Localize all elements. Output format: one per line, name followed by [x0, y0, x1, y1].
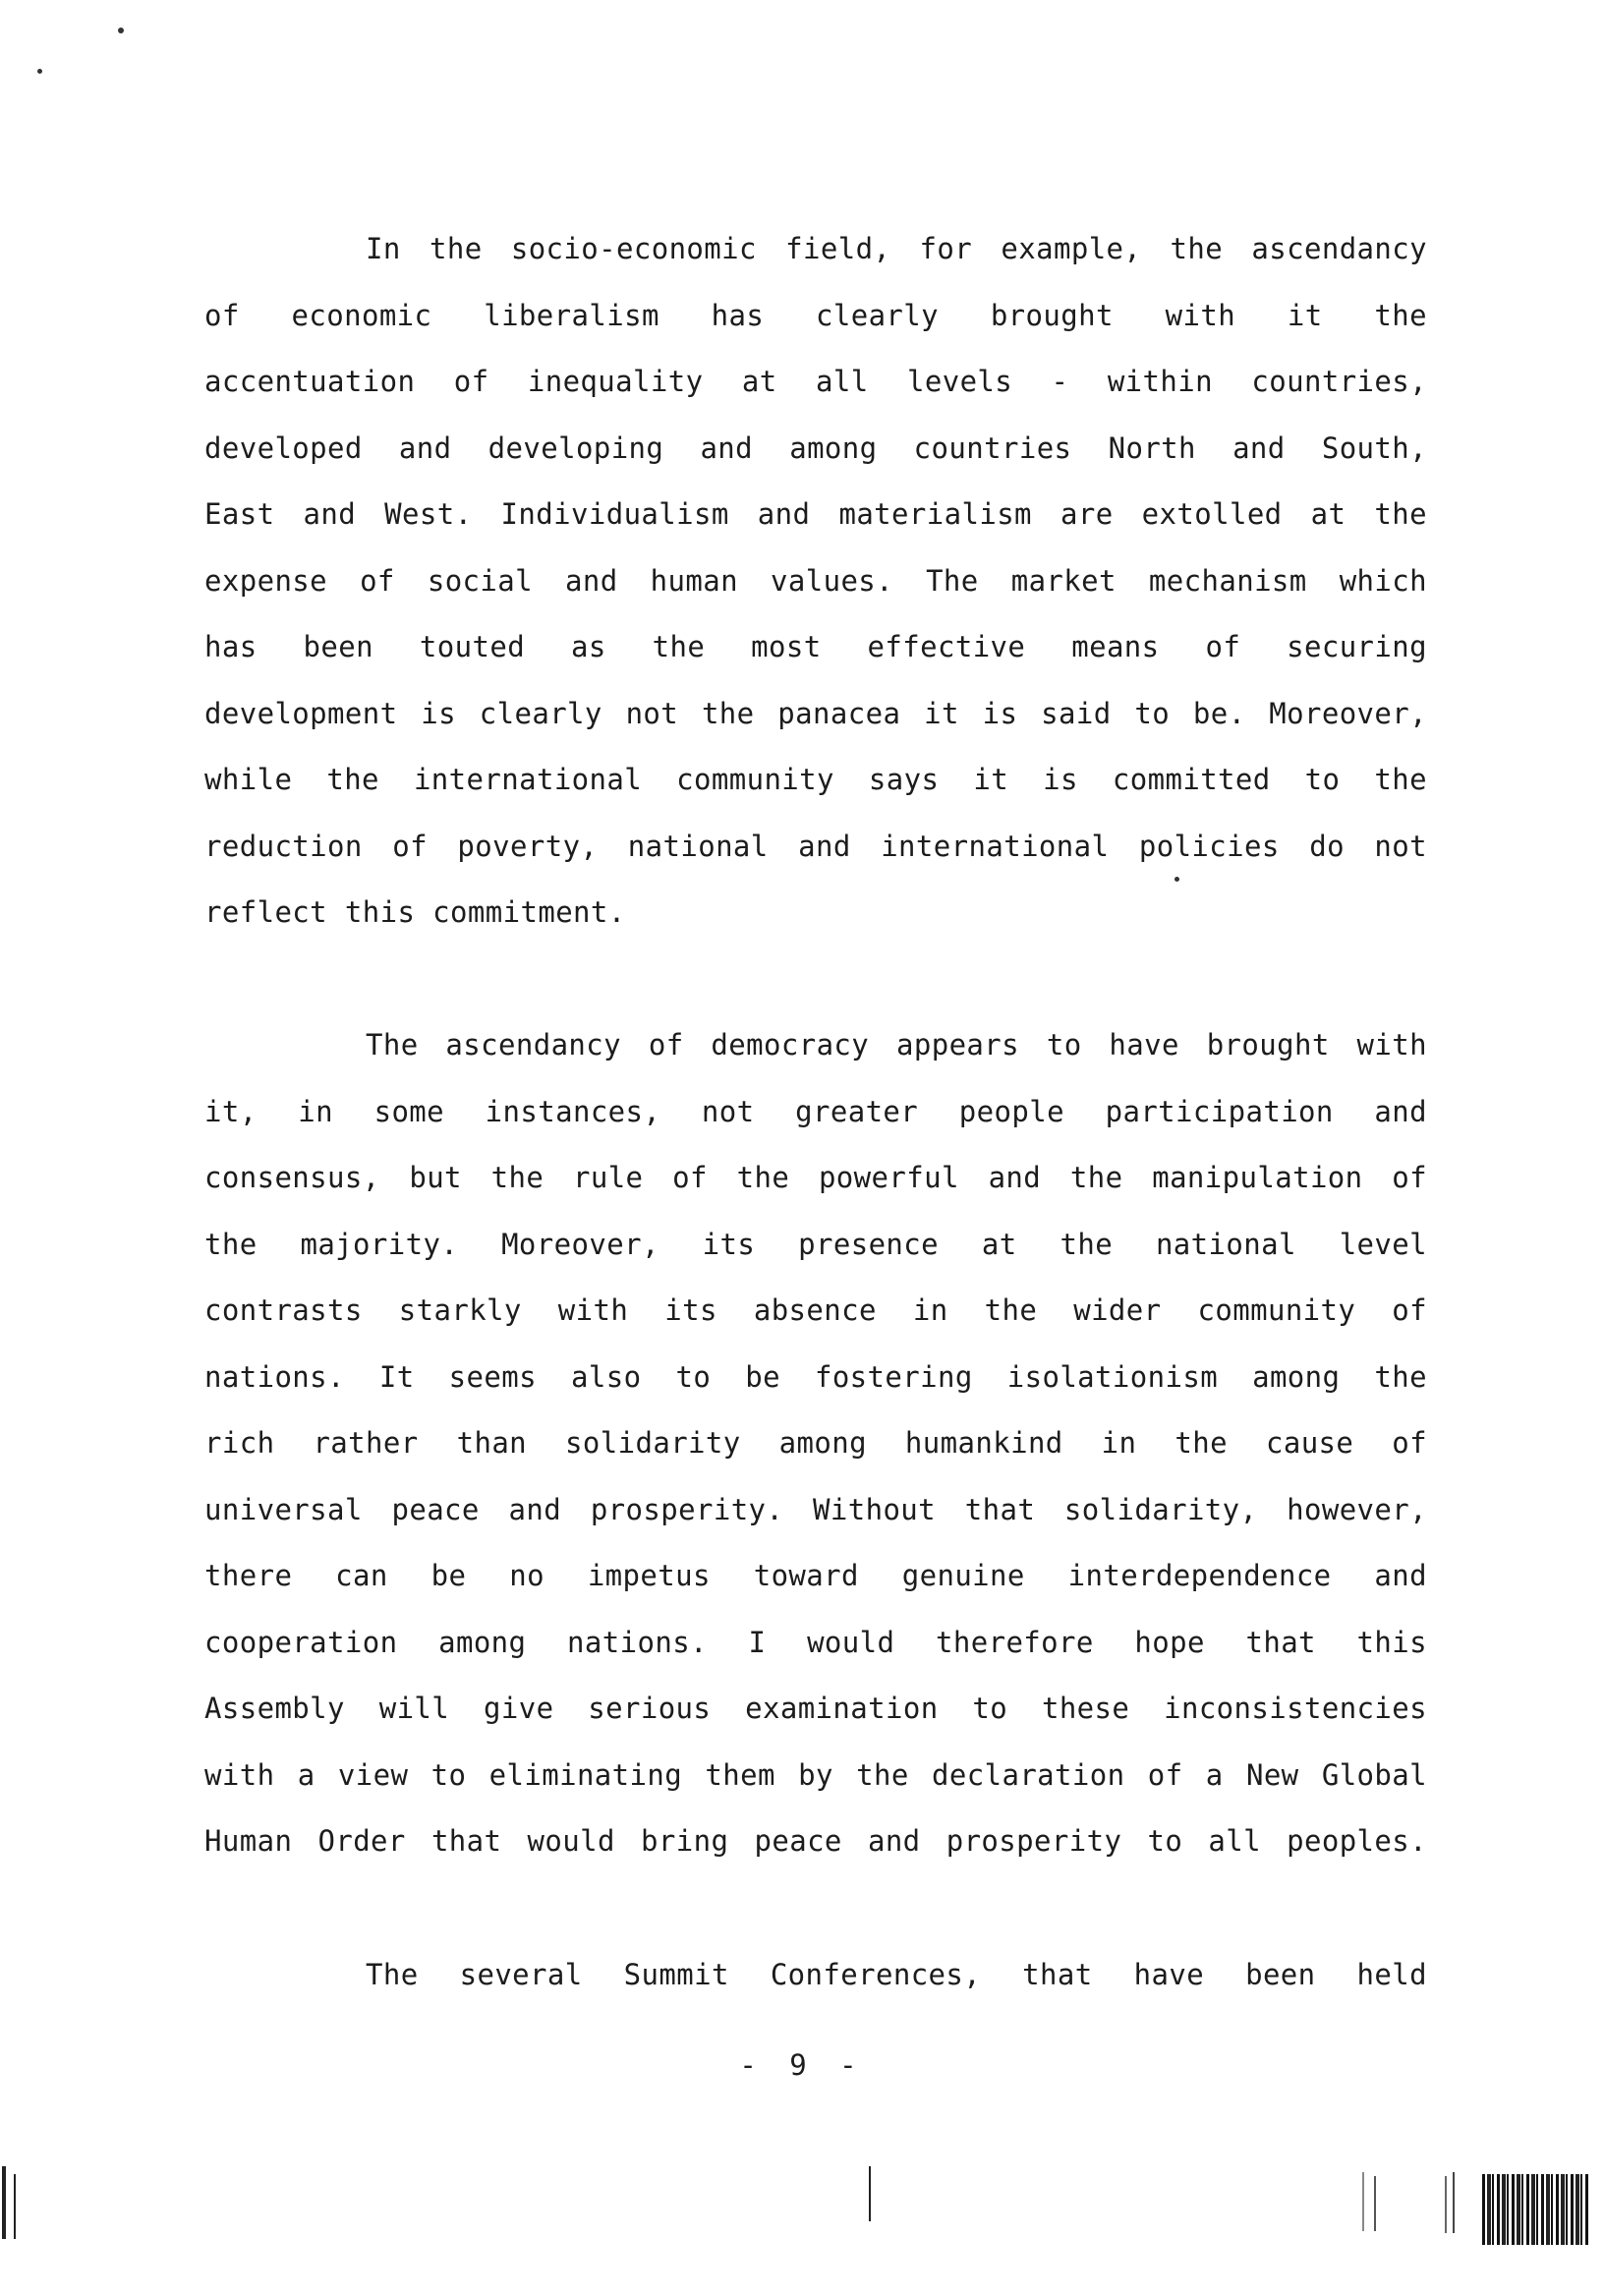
text-line: reduction of poverty, national and international policies do not — [204, 829, 1427, 863]
text-line: rich rather than solidarity among humankind in the cause of — [204, 1426, 1427, 1460]
text-line: has been touted as the most effective means of securing — [204, 630, 1427, 663]
text-line: contrasts starkly with its absence in the wider community of — [204, 1293, 1427, 1327]
scan-edge-mark — [1374, 2176, 1376, 2231]
text-line: Assembly will give serious examination to these inconsistencies — [204, 1692, 1427, 1725]
text-line: it, in some instances, not greater people participation and — [204, 1094, 1427, 1128]
text-line: development is clearly not the panacea it is said to be. Moreover, — [204, 696, 1427, 730]
text-line: there can be no impetus toward genuine interdependence and — [204, 1559, 1427, 1592]
text-line: Human Order that would bring peace and prosperity to all peoples. — [204, 1824, 1427, 1858]
scan-edge-mark — [1362, 2172, 1364, 2231]
scan-edge-mark — [1445, 2176, 1447, 2233]
text-line: developed and developing and among countries North and South, — [204, 430, 1427, 465]
page-number: - 9 - — [739, 2048, 865, 2082]
scan-speck — [118, 28, 124, 33]
text-line: The several Summit Conferences, that have been held — [366, 1958, 1427, 1991]
paragraph-2 — [204, 1012, 1427, 1875]
scan-edge-mark — [869, 2166, 871, 2221]
scan-edge-mark — [14, 2174, 16, 2239]
text-line: cooperation among nations. I would therefore hope that this — [204, 1625, 1427, 1659]
text-line: while the international community says it is committed to the — [204, 763, 1427, 796]
scan-speck — [37, 69, 42, 74]
text-line: universal peace and prosperity. Without that solidarity, however, — [204, 1492, 1427, 1526]
scan-edge-mark — [2, 2166, 6, 2239]
text-line: The ascendancy of democracy appears to have brought with — [366, 1028, 1427, 1062]
text-line: consensus, but the rule of the powerful and the manipulation of — [204, 1161, 1427, 1194]
text-line: accentuation of inequality at all levels - within countries, — [204, 365, 1427, 398]
text-line: East and West. Individualism and materialism are extolled at the — [204, 497, 1427, 531]
text-line: nations. It seems also to be fostering isolationism among the — [204, 1359, 1427, 1394]
paragraph-3 — [204, 1942, 1427, 2009]
text-line: of economic liberalism has clearly brought with it the — [204, 298, 1427, 332]
scan-barcode-mark — [1482, 2174, 1590, 2245]
text-line: reflect this commitment. — [204, 895, 626, 929]
text-line: the majority. Moreover, its presence at the national level — [204, 1227, 1427, 1261]
text-line: with a view to eliminating them by the declaration of a New Global — [204, 1757, 1427, 1792]
paragraph-1 — [204, 216, 1427, 947]
text-line: In the socio-economic field, for example, the ascendancy — [366, 232, 1427, 265]
scan-edge-mark — [1453, 2172, 1455, 2233]
text-line: expense of social and human values. The market mechanism which — [204, 563, 1427, 598]
